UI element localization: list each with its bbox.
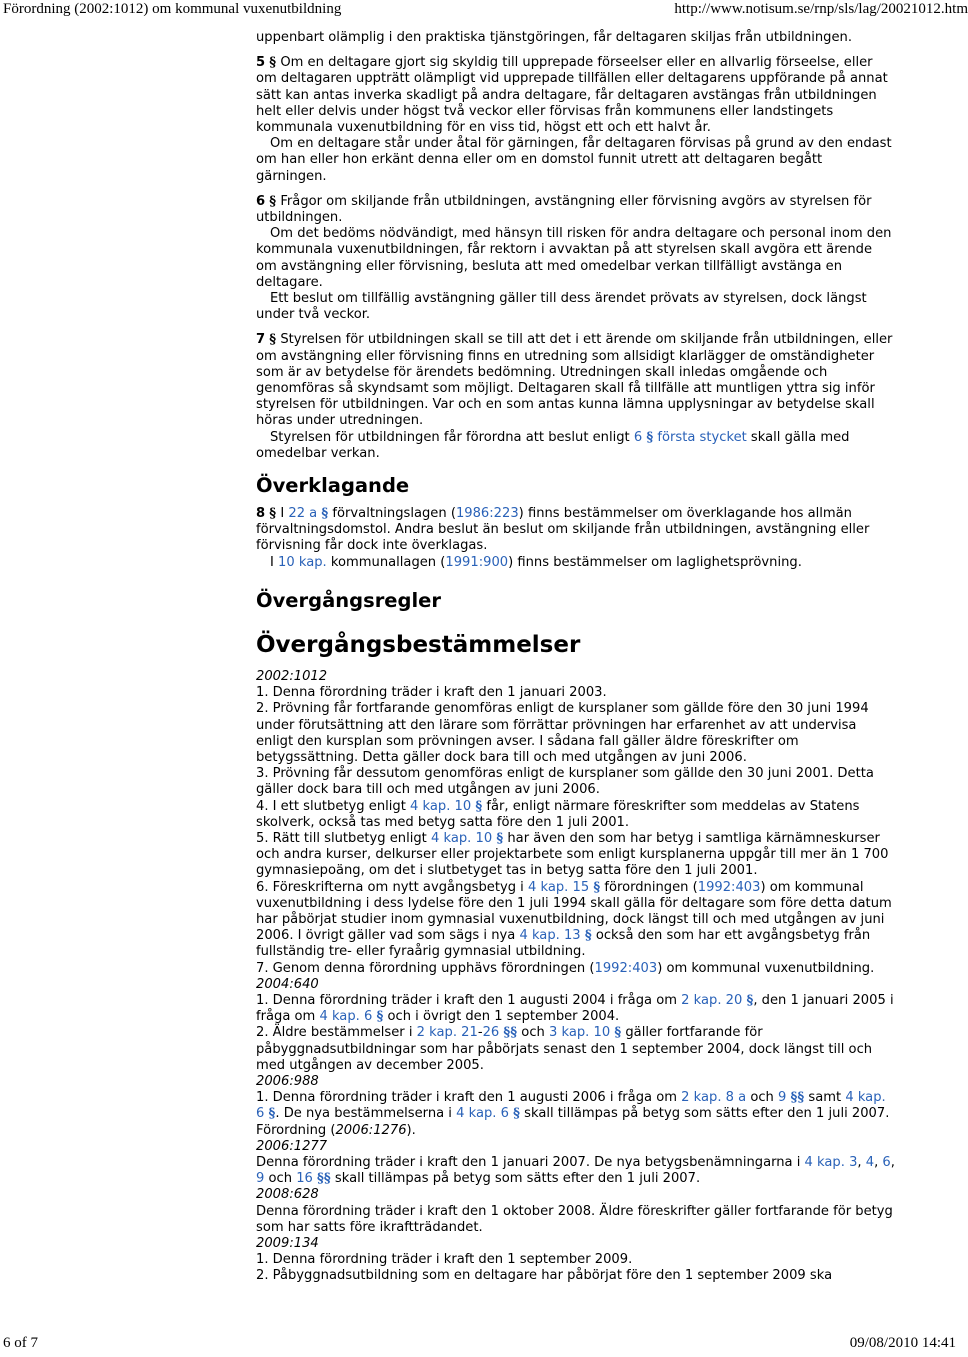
link-9[interactable]: 9 [778,1090,787,1106]
link-4-kap[interactable]: 4 kap. [519,928,560,944]
item: 4. I ett slutbetyg enligt 4 kap. 10 § får, enligt närmare föreskrifter som meddelas av Statens skolverk, också tas med betyg satta före den 1 juli 2001. [256,798,860,830]
item: 1. Denna förordning träder i kraft den 1 augusti 2004 i fråga om 2 kap. 20 §, den 1 januari 2005 i fråga om 4 kap. 6 § och i övrigt den 1 september 2004. [256,992,894,1025]
paragraph-symbol: § [269,55,277,71]
paragraph-symbol: § [269,193,277,209]
link-10[interactable]: 10 [475,830,493,846]
sfs-2006-988: 2006:988 [256,1073,319,1089]
heading-overklagande: Överklagande [256,474,410,498]
link-9[interactable]: 9 [256,1171,265,1187]
item: 1. Denna förordning träder i kraft den 1 augusti 2006 i fråga om 2 kap. 8 a och 9 §§ samt 4 kap. 6 §. De nya bestämmelserna i 4 kap. 6 § skall tillämpas på betyg som sätts efter den 1 juli 2007. Förordning (2006:1276). [256,1090,890,1138]
link-6[interactable]: 6 [363,1009,373,1025]
section-6-p3: Ett beslut om tillfällig avstängning gäller till dess ärendet prövats av styrelsen, dock längst under två veckor. [256,291,867,323]
item: 7. Genom denna förordning upphävs förordningen (1992:403) om kommunal vuxenutbildning. [256,960,875,976]
section-8-p1: 8 § I 22 a § förvaltningslagen (1986:223) finns bestämmelser om överklagande hos allmän förvaltningsdomstol. Andra beslut än beslut om skiljande från utbildningen, avstängning eller förvisning får dock inte överklagas. [256,506,870,554]
document-body [256,30,896,1302]
page-indicator: 6 of 7 [3,1335,38,1351]
section-5-p1: 5 § Om en deltagare gjort sig skyldig till upprepade förseelser eller en allvarlig förseelse, eller om deltagaren uppträtt olämpligt vid upprepade tillfällen eller deltagarens uppförande på annat sätt kan antas inverka skadligt på andra deltagare, får deltagaren avstängas från utbildningen helt eller delvis under högst två veckor eller förvisas från kommunens eller landstingets kommunala vuxenutbildning för en viss tid, högst ett och ett halvt år. [256,55,888,136]
link-21[interactable]: 21 [461,1025,478,1041]
sfs-2004-640: 2004:640 [256,976,319,992]
link-10[interactable]: 10 [454,798,472,814]
heading-overgangsbestammelser: Övergångsbestämmelser [256,631,581,658]
link-6[interactable]: 6 [882,1154,891,1170]
link-4-kap[interactable]: 4 kap. [410,798,451,814]
link-6[interactable]: 6 [256,1106,265,1122]
item: Denna förordning träder i kraft den 1 januari 2007. De nya betygsbenämningarna i 4 kap. 3, 4, 6, 9 och 16 §§ skall tillämpas på betyg som sätts efter den 1 juli 2007. [256,1154,895,1187]
print-header [0,0,968,22]
link-22a[interactable]: 22 a [288,506,318,522]
section-7-p1: 7 § Styrelsen för utbildningen skall se till att det i ett ärende om skiljande från utbildningen, eller om avstängning eller förvisning finns en utredning som allsidigt klarlägger de omständigheter som är av betydelse för ärendets bedömning. Utredningen skall inledas omgående och genomföras så skyndsamt som möjligt. Deltagaren skall få tillfälle att muntligen yttra sig inför styrelsen för utbildningen. Var och en som antas kunna lämna upplysningar av betydelse skall höras under utredningen. [256,332,893,429]
item: 2. Prövning får fortfarande genomföras enligt de kursplaner som gällde före den 30 juni 1994 under förutsättning att den lärare som förrättar prövningen har erfarenhet av att undervisa enligt den kursplan som prövningen avser. I sådana fall gäller äldre föreskrifter om betygssättning. Detta gäller dock bara till och med utgången av juni 2006. [256,701,869,765]
section-number: 7 [256,332,266,348]
item: 2. Äldre bestämmelser i 2 kap. 21-26 §§ och 3 kap. 10 § gäller fortfarande för påbyggnadsutbildningar som har påbörjats senast den 1 september 2004, dock längst till och med utgången av december 2005. [256,1025,873,1073]
link-13[interactable]: 13 [563,928,581,944]
paragraph-symbol: § [646,429,654,445]
section-8-p2: I 10 kap. kommunallagen (1991:900) finns bestämmelser om laglighetsprövning. [270,554,802,570]
link-3-kap[interactable]: 3 kap. [548,1025,590,1041]
link-4-kap[interactable]: 4 kap. [319,1009,360,1025]
item: 1. Denna förordning träder i kraft den 1 september 2009. [256,1252,633,1268]
section-number: 5 [256,55,266,71]
section-number: 6 [256,193,266,209]
item: 2. Påbyggnadsutbildning som en deltagare har påbörjat före den 1 september 2009 ska [256,1268,833,1284]
link-4-kap[interactable]: 4 kap. [456,1106,497,1122]
section-7-p2: Styrelsen för utbildningen får förordna att beslut enligt 6 § första stycket skall gälla med omedelbar verkan. [256,429,850,461]
paragraph-symbol: § [269,506,277,522]
cut-off-line: uppenbart olämplig i den praktiska tjänstgöringen, får deltagaren skiljas från utbildningen. [256,30,853,45]
print-footer [0,1333,960,1357]
link-section-6[interactable]: 6 [633,429,643,445]
print-datetime: 09/08/2010 14:41 [849,1335,956,1351]
item: 1. Denna förordning träder i kraft den 1 januari 2003. [256,685,607,701]
section-6-p1: 6 § Frågor om skiljande från utbildningen, avstängning eller förvisning avgörs av styrelsen för utbildningen. [256,193,872,226]
link-2-kap[interactable]: 2 kap. [681,992,722,1008]
link-10[interactable]: 10 [593,1025,611,1041]
sfs-2006-1277: 2006:1277 [256,1138,328,1154]
document-url: http://www.notisum.se/rnp/sls/lag/20021012.htm [674,1,968,17]
section-6-p2: Om det bedöms nödvändigt, med hänsyn till risken för andra deltagare och personal inom den kommunala vuxenutbildningen, får rektorn i avvaktan på att styrelsen skall avgöra ett ärende om avstängning eller förvisning, besluta att med omedelbar verkan tillfälligt avstänga en deltagare. [256,226,892,290]
link-10-kap[interactable]: 10 kap. [278,554,327,570]
link-20[interactable]: 20 [725,992,743,1008]
link-1992-403[interactable]: 1992:403 [697,879,761,895]
item: 3. Prövning får dessutom genomföras enligt de kursplaner som gällde den 30 juni 2001. Detta gäller dock bara till och med utgången av juni 2006. [256,766,874,798]
link-4-kap[interactable]: 4 kap. [845,1090,886,1106]
section-number: 8 [256,506,266,522]
item: Denna förordning träder i kraft den 1 oktober 2008. Äldre föreskrifter gäller fortfarande för betyg som har satts före ikraftträdandet. [256,1203,893,1235]
section-5-p2: Om en deltagare står under åtal för gärningen, får deltagaren förvisas på grund av den endast om han eller hon erkänt denna eller om en domstol funnit utrett att deltagaren begått gärningen. [256,136,892,184]
link-6[interactable]: 6 [500,1106,509,1122]
item: 5. Rätt till slutbetyg enligt 4 kap. 10 § har även den som har betyg i samtliga kärnämneskurser och andra kurser, delkurser eller projektarbete som enligt kursplanerna uppgår till mer än 1 700 gymnasiepoäng, om det i slutbetyget tas in betyg satta före den 1 juli 2001. [256,830,889,879]
heading-overgangsregler: Övergångsregler [256,588,442,612]
link-1986-223[interactable]: 1986:223 [455,506,519,522]
paragraph-symbol: § [269,332,277,348]
link-3[interactable]: 3 [849,1154,858,1170]
item: 6. Föreskrifterna om nytt avgångsbetyg i 4 kap. 15 § förordningen (1992:403) om kommunal vuxenutbildning i dess lydelse före den 1 juli 1994 skall gälla för deltagare som före detta datum har påbörjat studier inom gymnasial vuxenutbildning, dock längst till och med utgången av juni 2006. I övrigt gäller vad som sägs i nya 4 kap. 13 § också den som har ett avgångsbetyg från fullständig tre- eller fyraårig gymnasial utbildning. [256,879,892,960]
sfs-2009-134: 2009:134 [256,1236,319,1251]
link-1992-403[interactable]: 1992:403 [594,960,658,976]
link-4-kap[interactable]: 4 kap. [804,1154,845,1170]
link-4-kap[interactable]: 4 kap. [527,879,569,895]
link-4[interactable]: 4 [865,1154,875,1170]
sfs-2002-1012: 2002:1012 [256,668,328,684]
document-title: Förordning (2002:1012) om kommunal vuxenutbildning [3,1,342,17]
link-15[interactable]: 15 [572,879,590,895]
sfs-2008-628: 2008:628 [256,1187,319,1203]
link-4-kap[interactable]: 4 kap. [430,830,472,846]
link-forsta-stycket[interactable]: första stycket [657,429,747,445]
link-8a[interactable]: 8 a [725,1090,747,1106]
link-2-kap[interactable]: 2 kap. [416,1025,457,1041]
link-1991-900[interactable]: 1991:900 [445,554,509,570]
link-2-kap[interactable]: 2 kap. [681,1090,722,1106]
link-26[interactable]: 26 [482,1025,500,1041]
link-16[interactable]: 16 [296,1171,313,1187]
